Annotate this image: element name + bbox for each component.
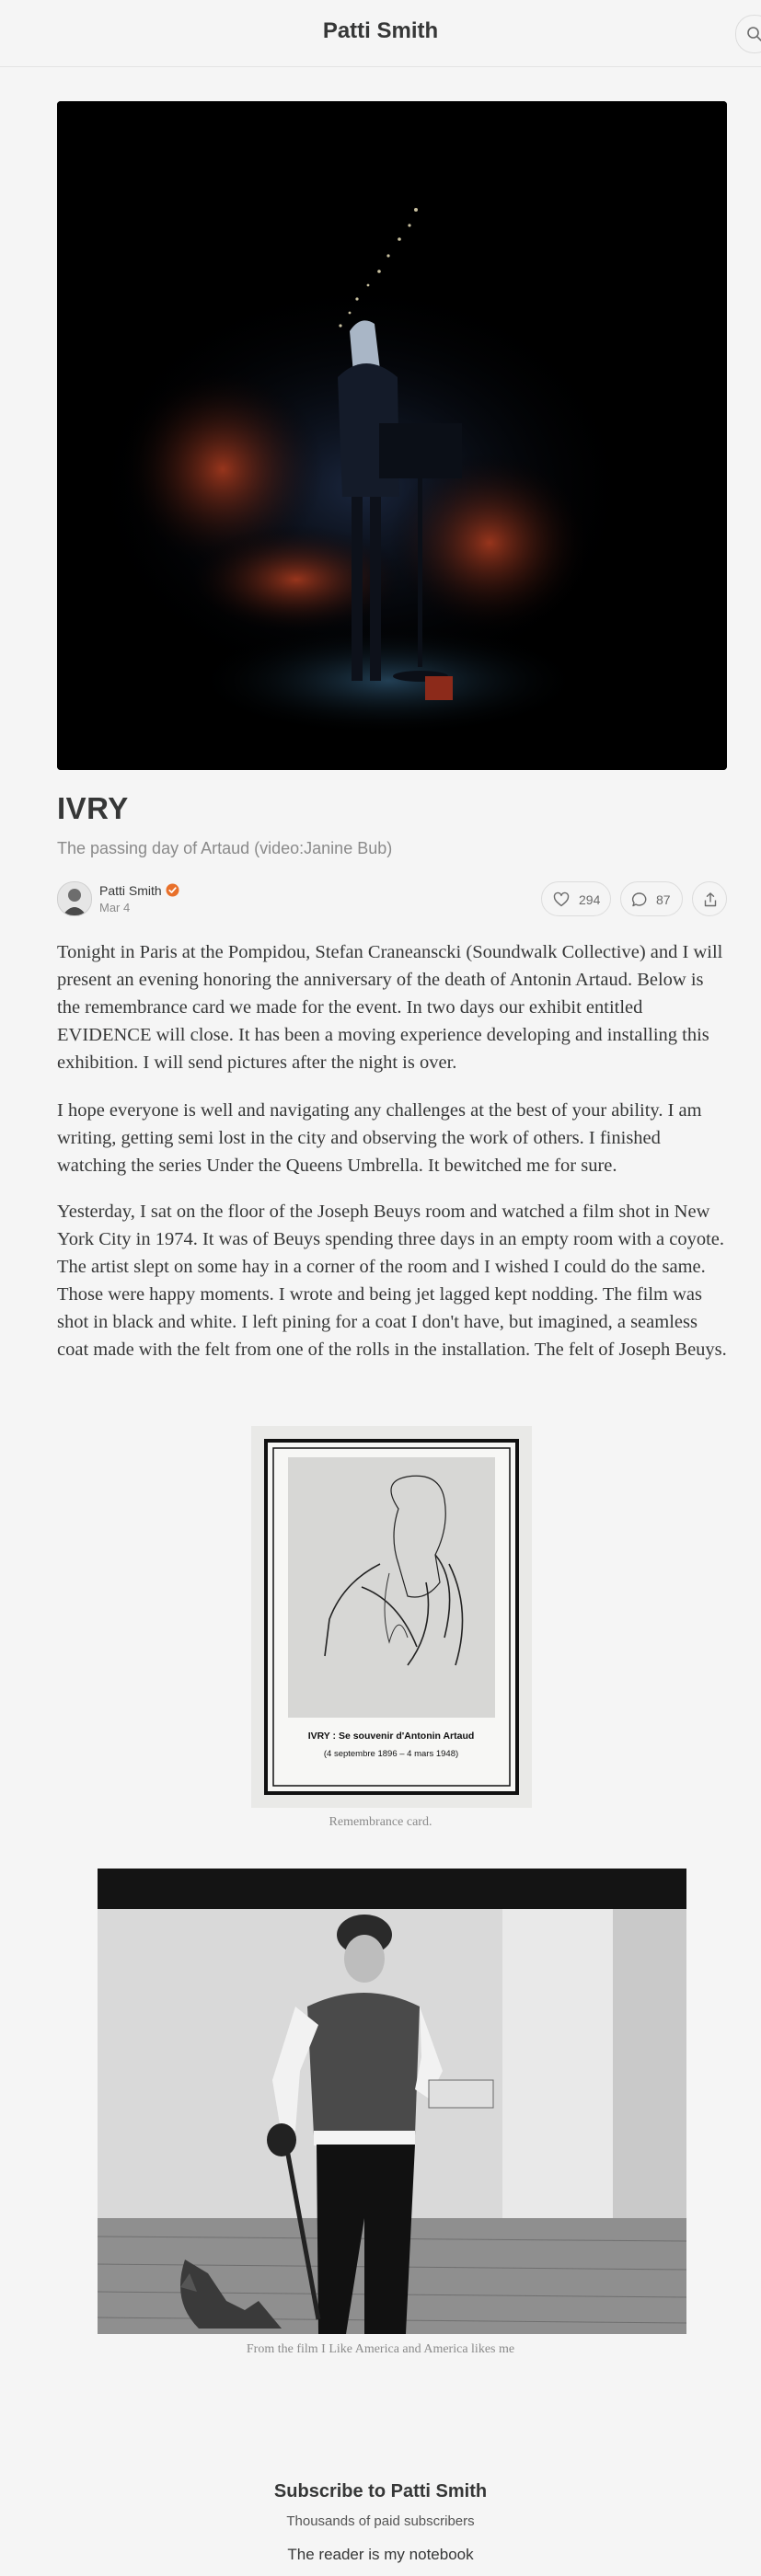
top-bar: [0, 0, 761, 67]
card-line-2: (4 septembre 1896 – 4 mars 1948): [323, 1749, 459, 1759]
remembrance-card-image[interactable]: [251, 1426, 532, 1808]
comment-icon: [631, 891, 648, 908]
like-button[interactable]: [541, 881, 611, 916]
author-avatar[interactable]: [57, 881, 92, 916]
body-paragraph: I hope everyone is well and navigating any challenges at the best of your ability. I am writing, getting semi lost in the city and observing the work of others. I finished watching the series Under the Queens Umbrella. It bewitched me for sure.: [57, 1100, 702, 1176]
site-title[interactable]: Patti Smith: [322, 18, 439, 43]
byline: [57, 881, 727, 918]
post-title: IVRY: [57, 791, 129, 825]
body-paragraph: Tonight in Paris at the Pompidou, Stefan Craneanscki (Soundwalk Collective) and I will present an evening honoring the anniversary of the death of Antonin Artaud. Below is the remembrance card we made for the event. In two days our exhibit entitled EVIDENCE will close. It has been a moving experience developing and installing this exhibition. I will send pictures after the night is over.: [57, 942, 723, 1073]
comment-button[interactable]: [620, 881, 683, 916]
figure-caption: From the film I Like America and America likes me: [246, 2342, 515, 2356]
verified-badge-icon: [166, 883, 179, 897]
search-icon: [746, 26, 761, 42]
body-paragraph: Yesterday, I sat on the floor of the Joseph Beuys room and watched a film shot in New York City in 1974. It was of Beuys spending three days in an empty room with a coyote. The artist slept on some hay in a corner of the room and I wished I could do the same. Those were happy moments. I wrote and being jet lagged kept nodding. The film was shot in black and white. I left pining for a coat I don't have, but imagined, a seamless coat made with the felt from one of the rolls in the installation. The felt of Joseph Beuys.: [57, 1202, 727, 1360]
card-line-1: IVRY : Se souvenir d'Antonin Artaud: [307, 1731, 475, 1742]
concert-photo: [57, 101, 727, 770]
avatar-image: [58, 882, 91, 915]
author-name[interactable]: Patti Smith: [99, 883, 162, 898]
post-date: Mar 4: [99, 901, 131, 914]
heart-icon: [553, 891, 570, 908]
hero-image[interactable]: [57, 101, 727, 770]
film-still-image[interactable]: [98, 1869, 686, 2334]
figure-caption: Remembrance card.: [329, 1815, 432, 1829]
post-subtitle: The passing day of Artaud (video:Janine Bub): [57, 839, 393, 857]
subscribe-subtitle: Thousands of paid subscribers: [286, 2513, 475, 2529]
publication-tagline: The reader is my notebook: [287, 2546, 474, 2563]
film-still: [98, 1869, 686, 2334]
card-drawing: [251, 1426, 532, 1808]
search-button[interactable]: [735, 15, 761, 53]
subscribe-title: Subscribe to Patti Smith: [273, 2481, 488, 2501]
comment-count: 87: [656, 892, 671, 907]
share-icon: [702, 891, 719, 908]
share-button[interactable]: [692, 881, 727, 916]
like-count: 294: [579, 892, 601, 907]
